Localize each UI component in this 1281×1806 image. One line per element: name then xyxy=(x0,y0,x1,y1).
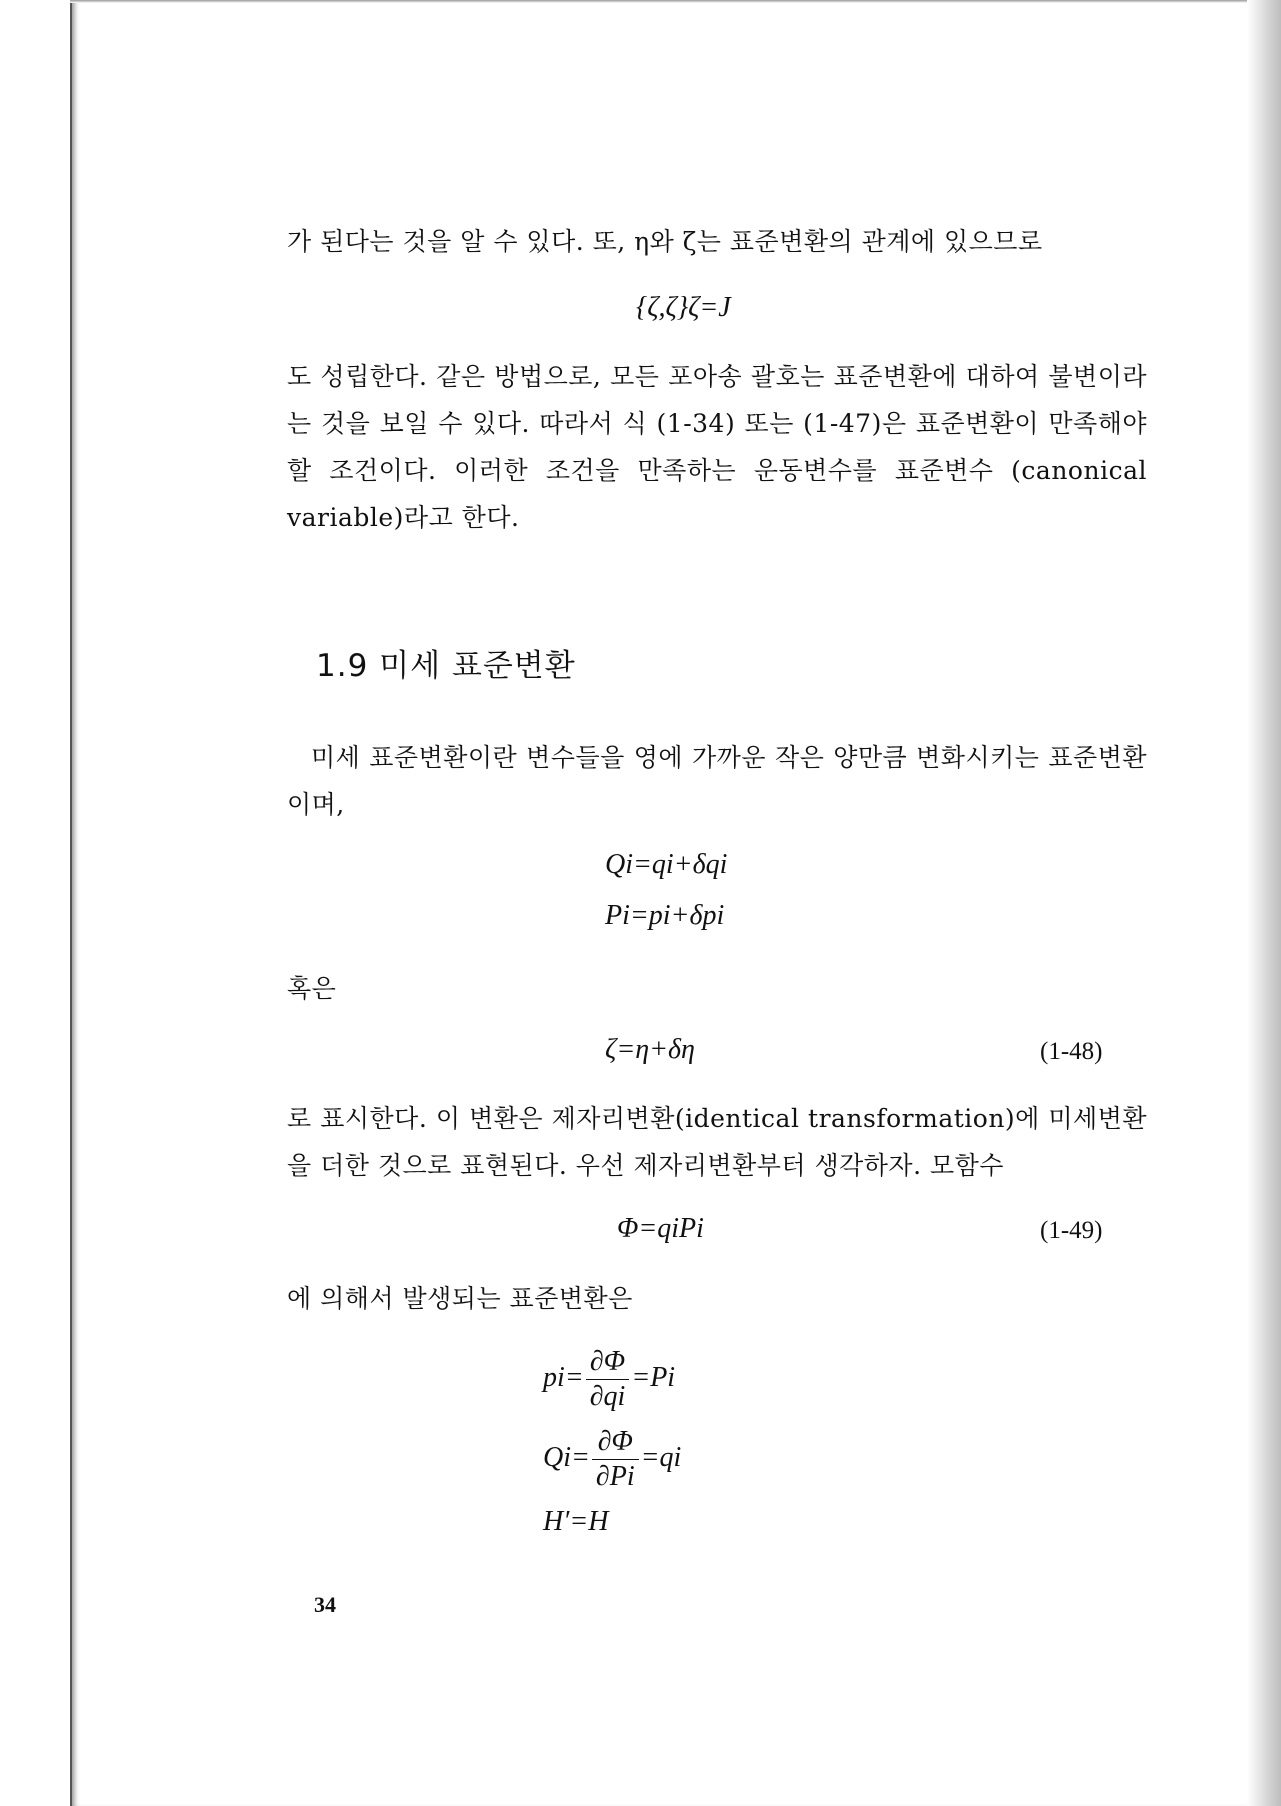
equation-q-derivative xyxy=(543,1425,681,1494)
fraction-p-numerator: ∂Φ xyxy=(586,1345,630,1380)
fraction-q-numerator: ∂Φ xyxy=(592,1425,639,1460)
fraction-p-denominator: ∂qi xyxy=(589,1381,626,1412)
equation-poisson-bracket: {ζ,ζ}ζ=J xyxy=(636,292,731,323)
section-title: 1.9 미세 표준변환 xyxy=(316,648,576,684)
fraction-q xyxy=(592,1425,639,1494)
page-top-edge xyxy=(70,0,1281,3)
equation-phi: Φ=qiPi xyxy=(617,1213,704,1244)
equation-p-lhs: pi= xyxy=(543,1361,584,1393)
equation-p-rhs: =Pi xyxy=(631,1361,676,1393)
equation-q-lhs: Qi= xyxy=(543,1441,590,1473)
fraction-p xyxy=(586,1345,630,1414)
fraction-q-denominator: ∂Pi xyxy=(595,1461,635,1492)
equation-zeta: ζ=η+δη xyxy=(605,1034,695,1065)
text-line-intro: 가 된다는 것을 알 수 있다. 또, η와 ζ는 표준변환의 관계에 있으므로 xyxy=(287,227,1043,256)
text-generated-transformation: 에 의해서 발생되는 표준변환은 xyxy=(287,1284,633,1313)
page-right-shadow xyxy=(1247,0,1281,1806)
equation-Q: Qi=qi+δqi xyxy=(605,849,728,880)
page-number: 34 xyxy=(314,1592,336,1617)
paragraph-canonical-invariance: 도 성립한다. 같은 방법으로, 모든 포아송 괄호는 표준변환에 대하여 불변이라는 것을 보일 수 있다. 따라서 식 (1-34) 또는 (1-47)은 표준변환이 만족해야 할 조건이다. 이러한 조건을 만족하는 운동변수를 표준변수 (canonical variable)라고 한다. xyxy=(287,362,1147,532)
equation-q-rhs: =qi xyxy=(640,1441,682,1473)
paragraph-identity-transformation: 로 표시한다. 이 변환은 제자리변환(identical transformation)에 미세변환을 더한 것으로 표현된다. 우선 제자리변환부터 생각하자. 모함수 xyxy=(287,1104,1147,1180)
equation-number-1-48: (1-48) xyxy=(1040,1038,1103,1065)
text-or: 혹은 xyxy=(287,974,337,1003)
equation-hamiltonian: H′=H xyxy=(543,1506,609,1537)
equation-p-derivative xyxy=(543,1345,675,1414)
paragraph-infinitesimal-definition: 미세 표준변환이란 변수들을 영에 가까운 작은 양만큼 변화시키는 표준변환이며, xyxy=(287,743,1147,819)
equation-number-1-49: (1-49) xyxy=(1040,1217,1103,1244)
equation-P: Pi=pi+δpi xyxy=(605,900,725,931)
